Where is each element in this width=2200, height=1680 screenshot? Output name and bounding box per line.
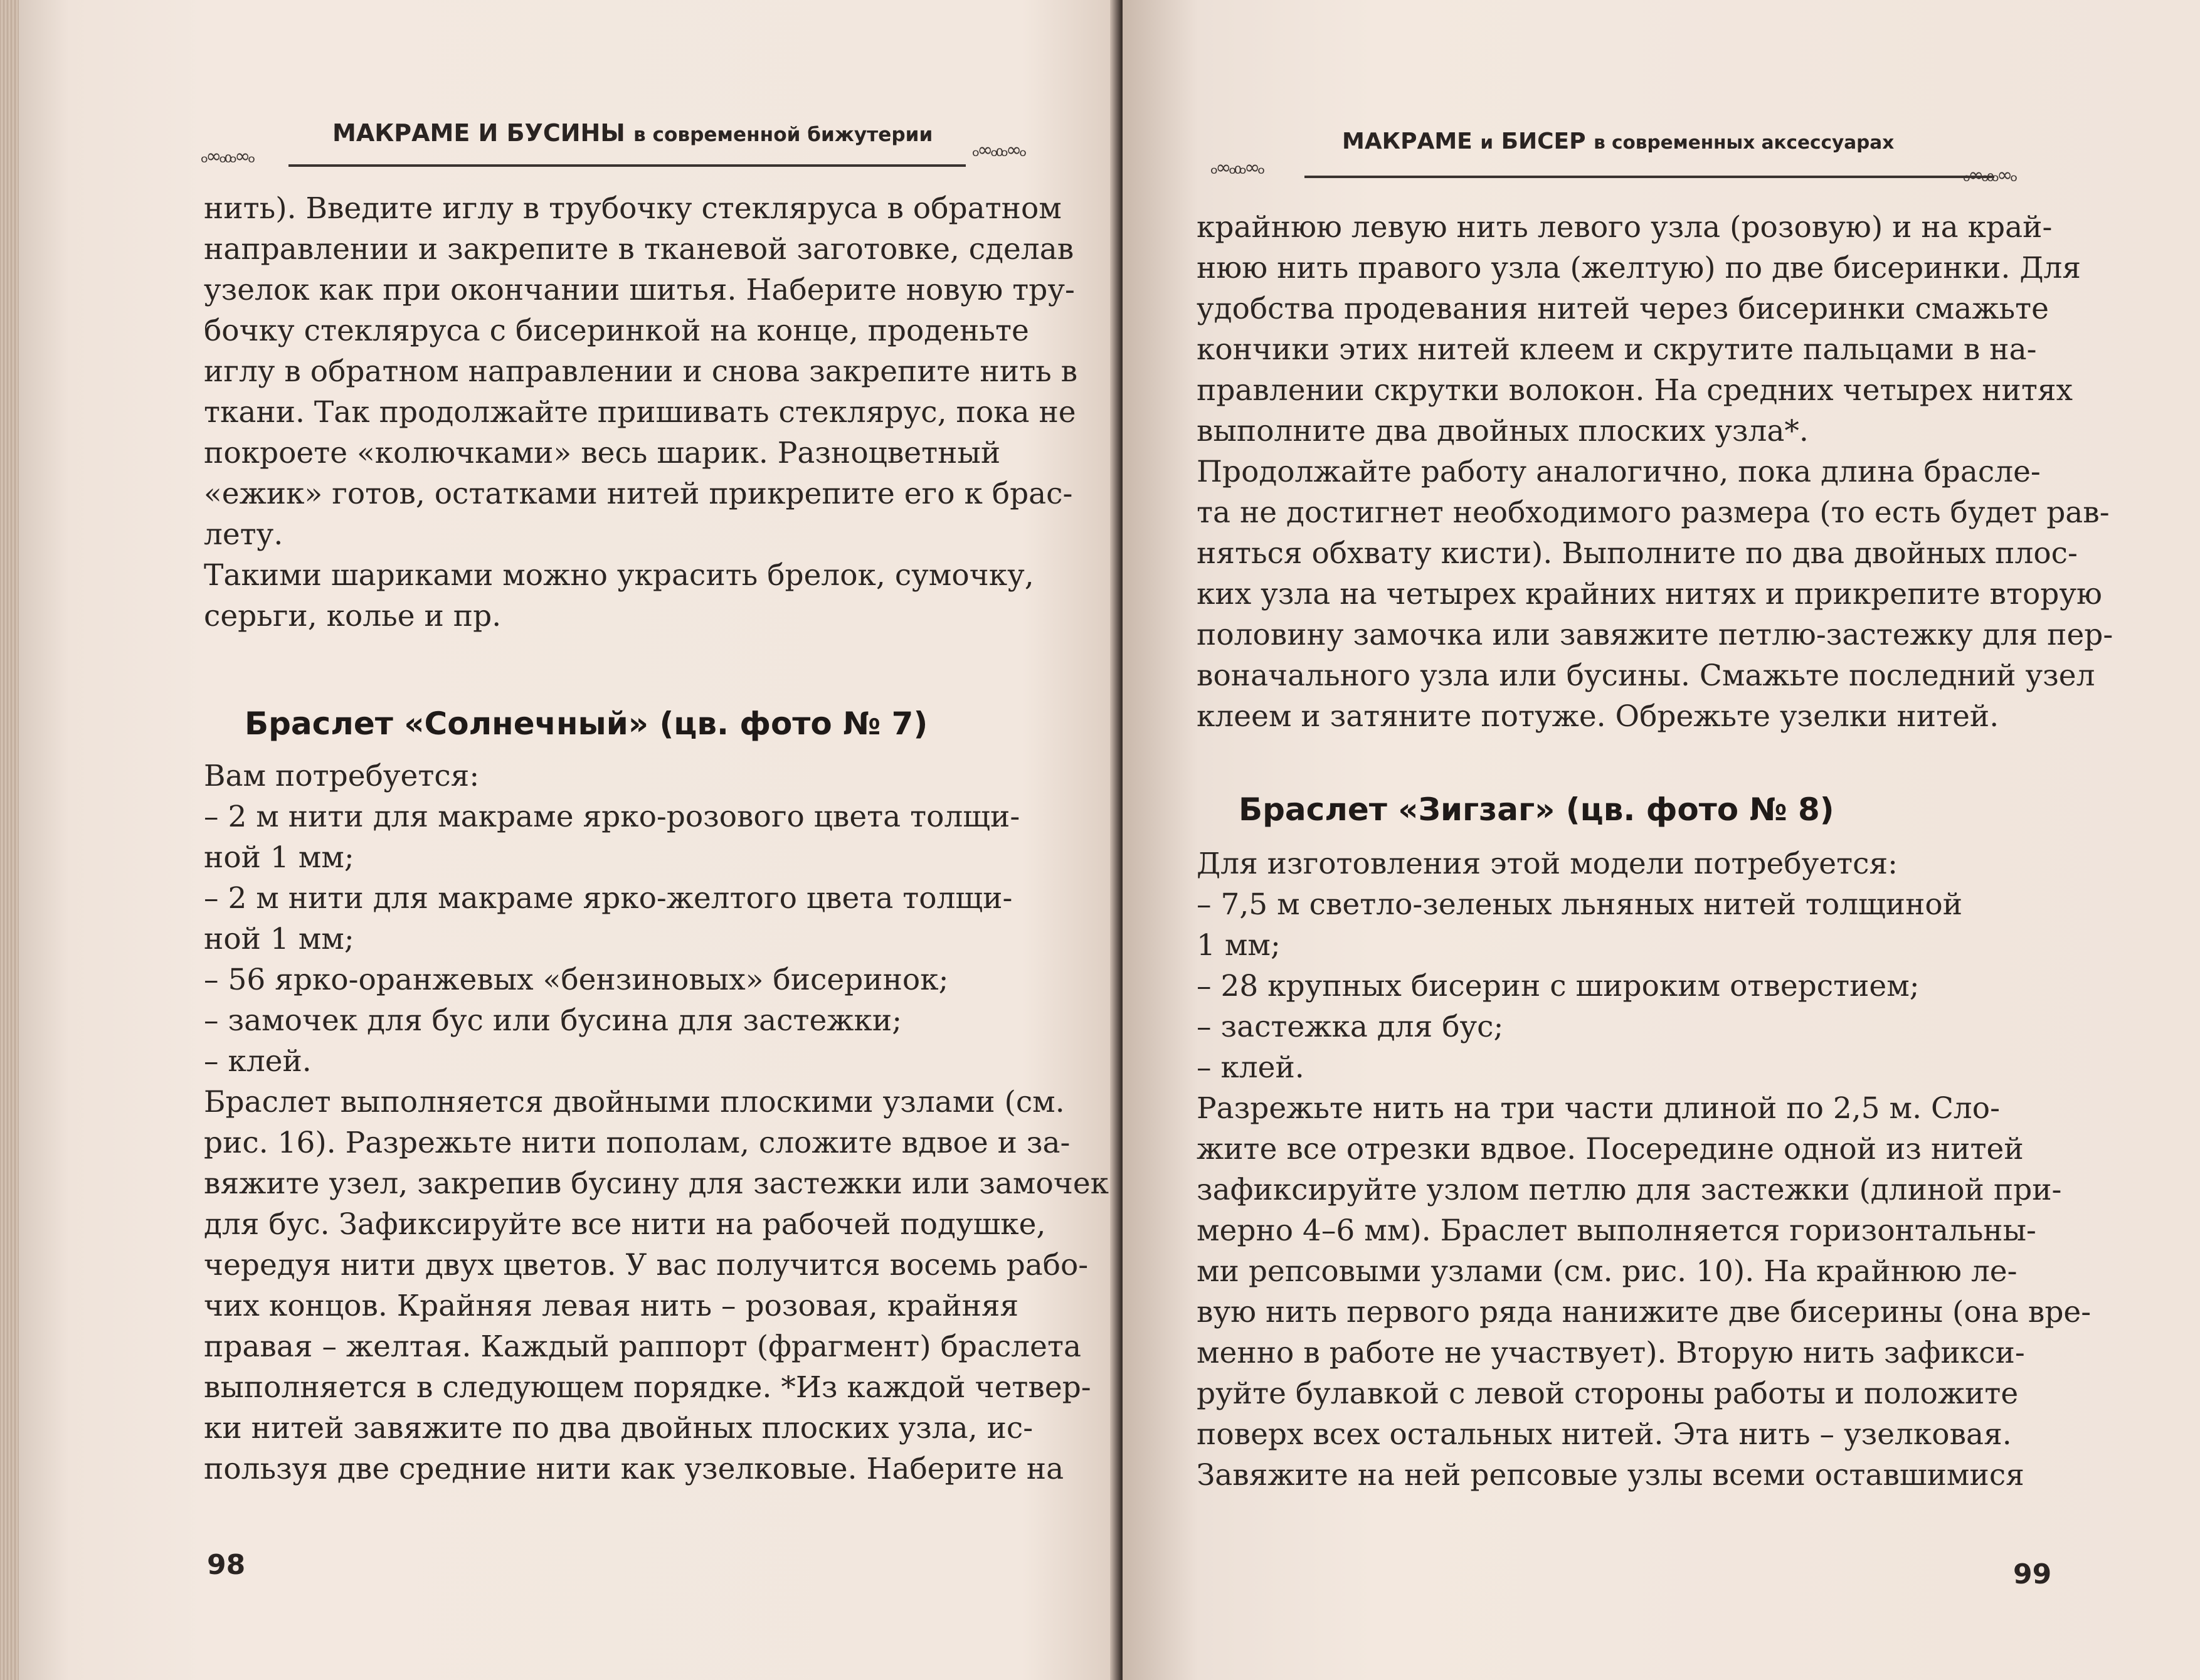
text-line: – клей. xyxy=(1197,1050,1304,1085)
text-line: иглу в обратном направлении и снова закрепите нить в xyxy=(204,354,1078,389)
right-running-head xyxy=(1342,129,1894,154)
left-section-heading: Браслет «Солнечный» (цв. фото № 7) xyxy=(245,705,928,742)
text-line: вую нить первого ряда нанижите две бисерины (она вре- xyxy=(1197,1295,2092,1329)
text-line: – 28 крупных бисерин с широким отверстием; xyxy=(1197,969,1920,1003)
right-page-number: 99 xyxy=(2013,1558,2052,1590)
text-line: для бус. Зафиксируйте все нити на рабочей подушке, xyxy=(204,1207,1046,1242)
text-line: Для изготовления этой модели потребуется: xyxy=(1197,847,1898,881)
text-line: ной 1 мм; xyxy=(204,922,354,956)
right-section-heading: Браслет «Зигзаг» (цв. фото № 8) xyxy=(1239,791,1834,828)
left-ornament-left-icon: ₒ∞ₒ₀ₒ∞ₒ xyxy=(201,145,253,167)
right-running-head-sub: в современных аксессуарах xyxy=(1594,132,1895,153)
text-line: Вам потребуется: xyxy=(204,759,480,793)
left-page xyxy=(19,0,1123,1680)
right-ornament-left-icon: ₒ∞ₒ₀ₒ∞ₒ xyxy=(1210,157,1263,179)
text-line: правая – желтая. Каждый раппорт (фрагмент) браслета xyxy=(204,1329,1081,1364)
text-line: кончики этих нитей клеем и скрутите пальцами в на- xyxy=(1197,332,2037,367)
text-line: направлении и закрепите в тканевой заготовке, сделав xyxy=(204,232,1074,267)
right-body-bottom xyxy=(1197,843,2112,1496)
text-line: жите все отрезки вдвое. Посередине одной из нитей xyxy=(1197,1132,2024,1166)
text-line: Разрежьте нить на три части длиной по 2,5 м. Сло- xyxy=(1197,1091,2000,1126)
text-line: Браслет выполняется двойными плоскими узлами (см. xyxy=(204,1085,1065,1119)
text-line: Такими шариками можно украсить брелок, сумочку, xyxy=(204,558,1034,593)
left-body-bottom xyxy=(204,756,1109,1489)
text-line: мерно 4–6 мм). Браслет выполняется горизонтальны- xyxy=(1197,1213,2036,1248)
text-line: правлении скрутки волокон. На средних четырех нитях xyxy=(1197,373,2073,408)
left-body-top xyxy=(204,188,1085,637)
text-line: та не достигнет необходимого размера (то есть будет рав- xyxy=(1197,495,2110,530)
text-line: выполняется в следующем порядке. *Из каждой четвер- xyxy=(204,1370,1091,1405)
right-body-top xyxy=(1197,207,2112,737)
text-line: – 56 ярко-оранжевых «бензиновых» бисеринок; xyxy=(204,963,949,997)
text-line: воначального узла или бусины. Смажьте последний узел xyxy=(1197,658,2095,693)
text-line: ми репсовыми узлами (см. рис. 10). На крайнюю ле- xyxy=(1197,1254,2018,1289)
left-page-number: 98 xyxy=(207,1549,246,1581)
text-line: нить). Введите иглу в трубочку стекляруса в обратном xyxy=(204,191,1062,226)
text-line: удобства продевания нитей через бисеринки смажьте xyxy=(1197,292,2049,326)
text-line: половину замочка или завяжите петлю-застежку для пер- xyxy=(1197,618,2113,652)
left-running-head-sub: в современной бижутерии xyxy=(633,124,933,146)
text-line: 1 мм; xyxy=(1197,928,1281,963)
text-line: поверх всех остальных нитей. Эта нить – узелковая. xyxy=(1197,1417,2012,1452)
text-line: ткани. Так продолжайте пришивать стеклярус, пока не xyxy=(204,395,1076,430)
text-line: руйте булавкой с левой стороны работы и положите xyxy=(1197,1376,2019,1411)
text-line: няться обхвату кисти). Выполните по два двойных плос- xyxy=(1197,536,2078,571)
left-running-head-main: МАКРАМЕ И БУСИНЫ xyxy=(332,119,625,147)
text-line: нюю нить правого узла (желтую) по две бисеринки. Для xyxy=(1197,251,2081,285)
text-line: узелок как при окончании шитья. Наберите новую тру- xyxy=(204,273,1075,307)
right-head-rule xyxy=(1304,176,1994,178)
left-head-rule xyxy=(288,164,966,167)
text-line: – клей. xyxy=(204,1044,312,1079)
text-line: зафиксируйте узлом петлю для застежки (длиной при- xyxy=(1197,1173,2062,1207)
text-line: менно в работе не участвует). Вторую нить зафикси- xyxy=(1197,1336,2025,1370)
text-line: крайнюю левую нить левого узла (розовую) и на край- xyxy=(1197,210,2053,245)
text-line: Завяжите на ней репсовые узлы всеми оставшимися xyxy=(1197,1458,2024,1492)
text-line: рис. 16). Разрежьте нити пополам, сложите вдвое и за- xyxy=(204,1126,1071,1160)
right-ornament-right-icon: ₒ∞ₒ₀ₒ∞ₒ xyxy=(1963,164,2016,186)
text-line: покроете «колючками» весь шарик. Разноцветный xyxy=(204,436,1001,470)
text-line: – застежка для бус; xyxy=(1197,1010,1504,1044)
text-line: серьги, колье и пр. xyxy=(204,599,502,633)
text-line: клеем и затяните потуже. Обрежьте узелки нитей. xyxy=(1197,699,1999,734)
left-ornament-right-icon: ₒ∞ₒ₀ₒ∞ₒ xyxy=(972,139,1025,161)
text-line: – 7,5 м светло-зеленых льняных нитей толщиной xyxy=(1197,887,1963,922)
text-line: – 2 м нити для макраме ярко-желтого цвета толщи- xyxy=(204,881,1013,916)
text-line: бочку стекляруса с бисеринкой на конце, проденьте xyxy=(204,314,1029,348)
text-line: Продолжайте работу аналогично, пока длина брасле- xyxy=(1197,455,2041,489)
right-running-head-mid: и xyxy=(1480,132,1494,153)
text-line: ких узла на четырех крайних нитях и прикрепите вторую xyxy=(1197,577,2102,611)
right-page xyxy=(1123,0,2200,1680)
left-running-head xyxy=(332,119,933,147)
right-running-head-main2: БИСЕР xyxy=(1501,129,1586,154)
right-running-head-main: МАКРАМЕ xyxy=(1342,129,1473,154)
text-line: пользуя две средние нити как узелковые. Наберите на xyxy=(204,1452,1064,1486)
text-line: ки нитей завяжите по два двойных плоских узла, ис- xyxy=(204,1411,1034,1445)
text-line: – замочек для бус или бусина для застежки; xyxy=(204,1003,902,1038)
text-line: ной 1 мм; xyxy=(204,840,354,875)
text-line: чередуя нити двух цветов. У вас получится восемь рабо- xyxy=(204,1248,1089,1282)
text-line: «ежик» готов, остатками нитей прикрепите его к брас- xyxy=(204,477,1073,511)
text-line: лету. xyxy=(204,517,283,552)
text-line: вяжите узел, закрепив бусину для застежки или замочек xyxy=(204,1166,1109,1201)
text-line: – 2 м нити для макраме ярко-розового цвета толщи- xyxy=(204,800,1020,834)
text-line: чих концов. Крайняя левая нить – розовая, крайняя xyxy=(204,1289,1019,1323)
text-line: выполните два двойных плоских узла*. xyxy=(1197,414,1809,448)
